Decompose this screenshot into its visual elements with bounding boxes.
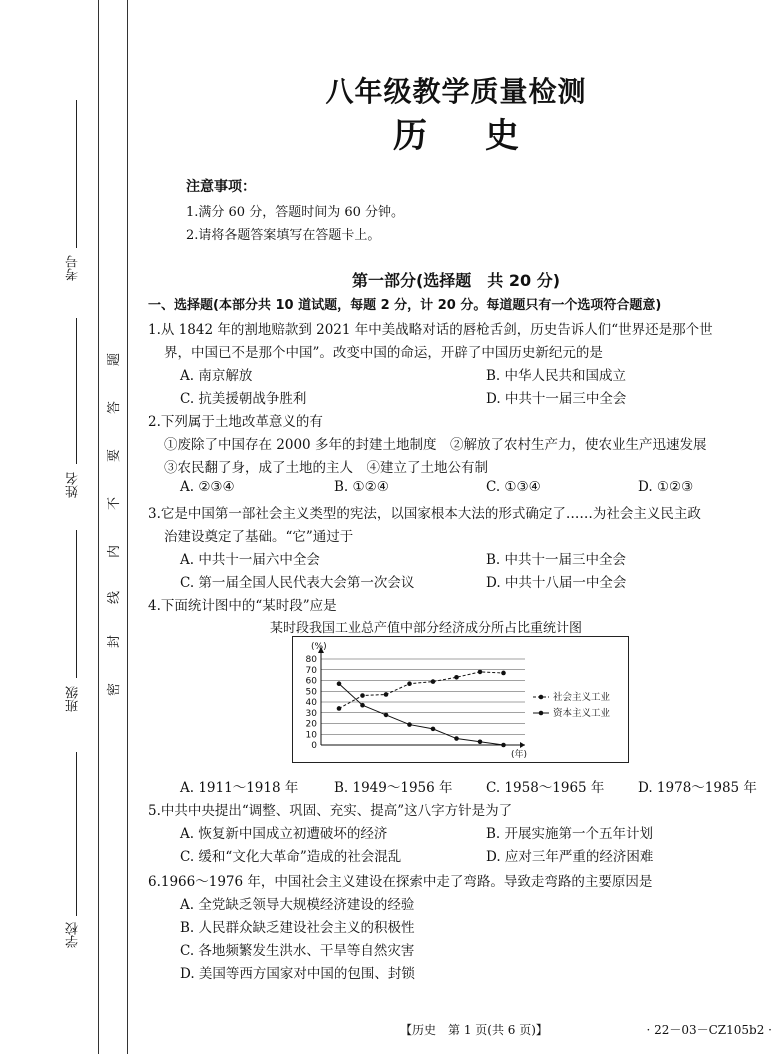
class-label: 班级	[66, 686, 81, 712]
data-point	[431, 679, 436, 684]
data-point	[337, 681, 342, 686]
y-tick-label: 30	[305, 708, 317, 719]
y-axis-label: (%)	[311, 642, 327, 652]
legend-marker	[539, 711, 544, 716]
q2-option-a[interactable]: A. ②③④	[180, 479, 235, 495]
q1-option-c[interactable]: C. 抗美援朝战争胜利	[180, 391, 307, 407]
data-point	[431, 727, 436, 732]
data-point	[454, 675, 459, 680]
x-axis-arrow	[520, 742, 525, 748]
q4-option-c[interactable]: C. 1958～1965 年	[486, 780, 605, 796]
notice-heading: 注意事项：	[186, 179, 256, 195]
q5-stem-line1: 5.中共中央提出“调整、巩固、充实、提高”这八字方针是为了	[148, 803, 513, 819]
exam-title: 八年级教学质量检测	[325, 75, 587, 108]
q3-stem-line2: 治建设奠定了基础。“它”通过于	[164, 529, 354, 545]
y-tick-label: 10	[305, 730, 317, 741]
data-point	[384, 713, 389, 718]
q4-stem-line1: 4.下面统计图中的“某时段”应是	[148, 598, 337, 614]
legend-label: 社会主义工业	[553, 692, 611, 703]
x-axis-label: (年)	[511, 750, 528, 760]
data-point	[407, 681, 412, 686]
seal-char: 内	[107, 544, 123, 559]
q6-option-a[interactable]: A. 全党缺乏领导大规模经济建设的经验	[180, 897, 415, 913]
q1-stem-line1: 1.从 1842 年的割地赔款到 2021 年中美战略对话的唇枪舌剑，历史告诉人们“世界还是那个世	[148, 322, 713, 338]
q2-option-d[interactable]: D. ①②③	[638, 479, 694, 495]
q3-option-b[interactable]: B. 中共十一届三中全会	[486, 552, 627, 568]
seal-char: 不	[107, 496, 123, 511]
seal-char: 题	[107, 352, 123, 367]
legend-label: 资本主义工业	[553, 708, 611, 719]
q1-option-b[interactable]: B. 中华人民共和国成立	[486, 368, 627, 384]
subject-title: 历史	[393, 116, 577, 156]
y-tick-label: 80	[305, 655, 317, 665]
series-line	[339, 684, 504, 745]
chart-title: 某时段我国工业总产值中部分经济成分所占比重统计图	[270, 621, 583, 636]
notice-item: 2.请将各题答案填写在答题卡上。	[186, 228, 381, 243]
q2-option-c[interactable]: C. ①③④	[486, 479, 541, 495]
binding-line-inner	[127, 0, 128, 1054]
chart-frame	[292, 636, 629, 763]
data-point	[407, 722, 412, 727]
page-indicator: 【历史 第 1 页(共 6 页)】	[400, 1023, 548, 1037]
q2-stem-line2: ①废除了中国存在 2000 多年的封建土地制度 ②解放了农村生产力，使农业生产迅速发展	[164, 437, 707, 453]
q2-stem-line1: 2.下列属于土地改革意义的有	[148, 414, 323, 430]
data-point	[360, 703, 365, 708]
school-label: 学校	[66, 922, 81, 948]
y-tick-label: 0	[311, 741, 317, 751]
data-point	[478, 670, 483, 675]
seal-char: 密	[107, 682, 123, 697]
notice-item: 1.满分 60 分，答题时间为 60 分钟。	[186, 205, 405, 220]
q6-option-c[interactable]: C. 各地频繁发生洪水、干旱等自然灾害	[180, 943, 415, 959]
seal-char: 要	[107, 448, 123, 463]
seal-char: 线	[107, 590, 123, 605]
legend-marker	[539, 695, 544, 700]
y-tick-label: 40	[305, 698, 317, 708]
q5-option-d[interactable]: D. 应对三年严重的经济困难	[486, 849, 654, 865]
data-point	[454, 736, 459, 741]
q6-option-b[interactable]: B. 人民群众缺乏建设社会主义的积极性	[180, 920, 415, 936]
y-tick-label: 20	[305, 719, 317, 730]
q5-option-a[interactable]: A. 恢复新中国成立初遭破坏的经济	[180, 826, 388, 842]
q5-option-c[interactable]: C. 缓和“文化大革命”造成的社会混乱	[180, 849, 402, 865]
school-field[interactable]	[76, 752, 77, 916]
seal-char: 封	[107, 634, 123, 649]
data-point	[501, 743, 506, 748]
q6-option-d[interactable]: D. 美国等西方国家对中国的包围、封锁	[180, 966, 415, 982]
q3-option-a[interactable]: A. 中共十一届六中全会	[180, 552, 320, 568]
q3-option-d[interactable]: D. 中共十八届一中全会	[486, 575, 627, 591]
name-field[interactable]	[76, 318, 77, 464]
q6-stem-line1: 6.1966～1976 年，中国社会主义建设在探索中走了弯路。导致走弯路的主要原因是	[148, 874, 653, 890]
q3-stem-line1: 3.它是中国第一部社会主义类型的宪法，以国家根本大法的形式确定了……为社会主义民主政	[148, 506, 701, 522]
exam-code: · 22－03－CZ105b2 ·	[646, 1023, 772, 1037]
q4-option-b[interactable]: B. 1949～1956 年	[334, 780, 453, 796]
q3-option-c[interactable]: C. 第一届全国人民代表大会第一次会议	[180, 575, 415, 591]
data-point	[501, 671, 506, 676]
part-title: 第一部分(选择题 共 20 分)	[351, 271, 561, 290]
y-tick-label: 60	[305, 676, 317, 687]
data-point	[337, 706, 342, 711]
q1-option-a[interactable]: A. 南京解放	[180, 368, 253, 384]
name-label: 姓名	[66, 472, 81, 498]
class-field[interactable]	[76, 530, 77, 678]
exam-no-label: 考号	[66, 255, 81, 281]
q1-stem-line2: 界，中国已不是那个中国”。改变中国的命运，开辟了中国历史新纪元的是	[164, 345, 603, 361]
exam-no-field[interactable]	[76, 100, 77, 248]
q2-option-b[interactable]: B. ①②④	[334, 479, 389, 495]
q5-option-b[interactable]: B. 开展实施第一个五年计划	[486, 826, 654, 842]
binding-line-outer	[98, 0, 99, 1054]
seal-char: 答	[107, 400, 123, 415]
data-point	[360, 693, 365, 698]
industry-share-chart	[293, 637, 628, 762]
q2-stem-line3: ③农民翻了身，成了土地的主人 ④建立了土地公有制	[164, 460, 488, 476]
y-tick-label: 50	[305, 687, 317, 698]
data-point	[478, 739, 483, 744]
data-point	[384, 692, 389, 697]
section-title: 一、选择题(本部分共 10 道试题，每题 2 分，计 20 分。每道题只有一个选项符合题意)	[148, 298, 662, 313]
series-line	[339, 672, 504, 709]
y-tick-label: 70	[305, 665, 317, 676]
q4-option-d[interactable]: D. 1978～1985 年	[638, 780, 757, 796]
q1-option-d[interactable]: D. 中共十一届三中全会	[486, 391, 627, 407]
q4-option-a[interactable]: A. 1911～1918 年	[180, 780, 299, 796]
